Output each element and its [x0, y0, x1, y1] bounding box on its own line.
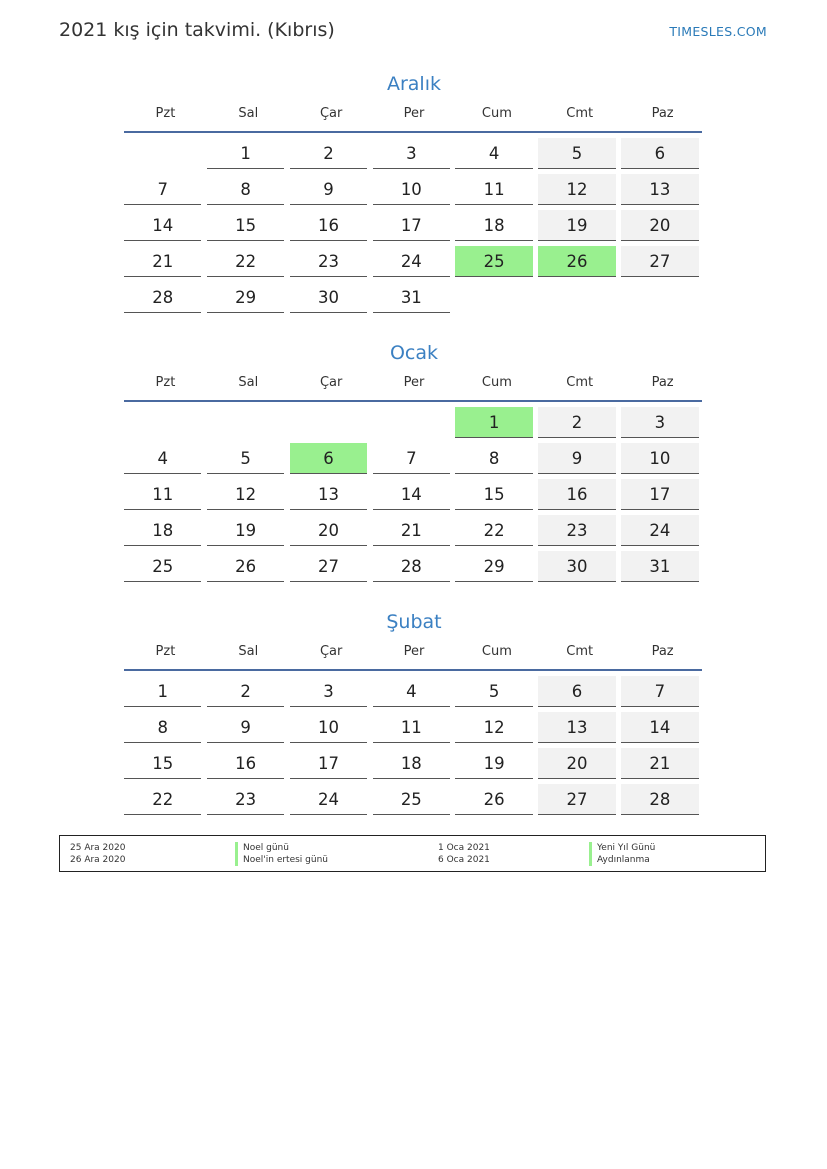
- week-row: [124, 174, 704, 210]
- weekday-label: Pzt: [155, 375, 176, 390]
- day-cell: 4: [373, 676, 450, 707]
- day-cell: 8: [455, 443, 532, 474]
- legend-holiday-name: Aydınlanma: [589, 854, 655, 866]
- day-cell: 22: [207, 246, 284, 277]
- day-cell: 15: [455, 479, 532, 510]
- week-row: [124, 479, 704, 515]
- month-name: Aralık: [386, 73, 441, 95]
- day-cell: 9: [207, 712, 284, 743]
- day-cell: [621, 282, 698, 313]
- day-cell: 10: [290, 712, 367, 743]
- week-row: [124, 282, 704, 318]
- day-cell: 22: [455, 515, 532, 546]
- weekday-label: Çar: [319, 375, 343, 390]
- day-cell: 29: [455, 551, 532, 582]
- day-cell: 10: [621, 443, 698, 474]
- day-cell: 28: [124, 282, 201, 313]
- day-cell: 28: [373, 551, 450, 582]
- week-row: [124, 138, 704, 174]
- day-cell: 8: [207, 174, 284, 205]
- day-cell: [455, 282, 532, 313]
- day-cell: 16: [290, 210, 367, 241]
- day-cell: [124, 138, 201, 169]
- day-cell: 12: [538, 174, 615, 205]
- day-cell: 21: [621, 748, 698, 779]
- legend-date: 26 Ara 2020: [70, 855, 126, 865]
- day-cell: 25: [373, 784, 450, 815]
- day-cell: 6: [621, 138, 698, 169]
- day-cell: 17: [373, 210, 450, 241]
- day-cell: [290, 407, 367, 438]
- week-row: [124, 748, 704, 784]
- day-cell: 1: [455, 407, 532, 438]
- day-cell: 10: [373, 174, 450, 205]
- weekday-label: Per: [403, 644, 425, 659]
- weekday-label: Cmt: [566, 644, 594, 659]
- day-cell: 30: [290, 282, 367, 313]
- legend-holiday-name: Yeni Yıl Günü: [589, 842, 655, 854]
- day-cell: 16: [207, 748, 284, 779]
- weekday-label: Cmt: [566, 375, 594, 390]
- day-cell: 23: [207, 784, 284, 815]
- week-row: [124, 407, 704, 443]
- weekday-label: Cum: [481, 375, 512, 390]
- day-cell: 6: [538, 676, 615, 707]
- legend-date: 25 Ara 2020: [70, 843, 126, 853]
- day-cell: 18: [373, 748, 450, 779]
- header-divider: [124, 669, 702, 671]
- day-cell: 29: [207, 282, 284, 313]
- day-cell: 23: [538, 515, 615, 546]
- day-cell: 20: [290, 515, 367, 546]
- day-cell: 14: [621, 712, 698, 743]
- day-cell: 9: [290, 174, 367, 205]
- day-cell: 7: [124, 174, 201, 205]
- month-name: Ocak: [389, 342, 439, 364]
- day-cell: 7: [373, 443, 450, 474]
- day-cell: 15: [207, 210, 284, 241]
- site-link[interactable]: TIMESLES.COM: [669, 24, 767, 39]
- weekday-label: Sal: [238, 644, 259, 659]
- page-title: 2021 kış için takvimi. (Kıbrıs): [59, 19, 335, 41]
- header-divider: [124, 131, 702, 133]
- week-row: [124, 784, 704, 820]
- day-cell: 21: [373, 515, 450, 546]
- header-divider: [124, 400, 702, 402]
- day-cell: 25: [455, 246, 532, 277]
- day-cell: 7: [621, 676, 698, 707]
- week-row: [124, 443, 704, 479]
- day-cell: 21: [124, 246, 201, 277]
- day-cell: 5: [455, 676, 532, 707]
- weekday-label: Paz: [651, 375, 674, 390]
- day-cell: 17: [621, 479, 698, 510]
- day-cell: 14: [124, 210, 201, 241]
- week-row: [124, 246, 704, 282]
- day-cell: 3: [621, 407, 698, 438]
- day-cell: 31: [373, 282, 450, 313]
- month-calendar: [124, 608, 704, 820]
- day-cell: 1: [207, 138, 284, 169]
- month-calendar: [124, 70, 704, 318]
- weekday-header: [124, 375, 704, 395]
- month-calendar: [124, 339, 704, 587]
- day-cell: 12: [455, 712, 532, 743]
- day-cell: 20: [538, 748, 615, 779]
- weekday-label: Paz: [651, 644, 674, 659]
- weekday-label: Pzt: [155, 644, 176, 659]
- day-cell: 26: [207, 551, 284, 582]
- weekday-label: Cum: [481, 106, 512, 121]
- day-cell: 5: [538, 138, 615, 169]
- day-cell: 2: [207, 676, 284, 707]
- day-cell: 18: [455, 210, 532, 241]
- day-cell: 13: [621, 174, 698, 205]
- day-cell: [373, 407, 450, 438]
- holiday-legend: [59, 835, 766, 872]
- day-cell: [207, 407, 284, 438]
- day-cell: 27: [290, 551, 367, 582]
- day-cell: 11: [124, 479, 201, 510]
- legend-date: 6 Oca 2021: [438, 855, 490, 865]
- day-cell: 22: [124, 784, 201, 815]
- weekday-header: [124, 644, 704, 664]
- day-cell: 15: [124, 748, 201, 779]
- day-cell: 18: [124, 515, 201, 546]
- day-cell: 24: [290, 784, 367, 815]
- week-row: [124, 210, 704, 246]
- day-cell: 19: [455, 748, 532, 779]
- day-cell: 3: [373, 138, 450, 169]
- day-cell: 13: [290, 479, 367, 510]
- day-cell: 14: [373, 479, 450, 510]
- weekday-label: Pzt: [155, 106, 176, 121]
- week-row: [124, 515, 704, 551]
- day-cell: 19: [538, 210, 615, 241]
- weekday-label: Per: [403, 106, 425, 121]
- day-cell: 9: [538, 443, 615, 474]
- day-cell: 26: [455, 784, 532, 815]
- day-cell: 17: [290, 748, 367, 779]
- day-cell: 1: [124, 676, 201, 707]
- weekday-label: Per: [403, 375, 425, 390]
- day-cell: 13: [538, 712, 615, 743]
- day-cell: 24: [621, 515, 698, 546]
- day-cell: 20: [621, 210, 698, 241]
- weekday-label: Sal: [238, 375, 259, 390]
- day-cell: 12: [207, 479, 284, 510]
- day-cell: 25: [124, 551, 201, 582]
- day-cell: 16: [538, 479, 615, 510]
- week-row: [124, 712, 704, 748]
- day-cell: 3: [290, 676, 367, 707]
- day-cell: 11: [455, 174, 532, 205]
- day-cell: 30: [538, 551, 615, 582]
- day-cell: 26: [538, 246, 615, 277]
- weekday-label: Cum: [481, 644, 512, 659]
- day-cell: [538, 282, 615, 313]
- weekday-label: Cmt: [566, 106, 594, 121]
- day-cell: 4: [455, 138, 532, 169]
- day-cell: 11: [373, 712, 450, 743]
- day-cell: 6: [290, 443, 367, 474]
- day-cell: 8: [124, 712, 201, 743]
- day-cell: 27: [621, 246, 698, 277]
- month-name: Şubat: [386, 611, 442, 633]
- day-cell: 23: [290, 246, 367, 277]
- day-cell: 19: [207, 515, 284, 546]
- legend-date: 1 Oca 2021: [438, 843, 490, 853]
- weekday-label: Çar: [319, 644, 343, 659]
- day-cell: 5: [207, 443, 284, 474]
- day-cell: 31: [621, 551, 698, 582]
- day-cell: 2: [290, 138, 367, 169]
- week-row: [124, 676, 704, 712]
- weekday-label: Çar: [319, 106, 343, 121]
- day-cell: 28: [621, 784, 698, 815]
- week-row: [124, 551, 704, 587]
- day-cell: 27: [538, 784, 615, 815]
- weekday-label: Paz: [651, 106, 674, 121]
- day-cell: [124, 407, 201, 438]
- legend-holiday-name: Noel'in ertesi günü: [235, 854, 328, 866]
- day-cell: 4: [124, 443, 201, 474]
- weekday-header: [124, 106, 704, 126]
- weekday-label: Sal: [238, 106, 259, 121]
- day-cell: 2: [538, 407, 615, 438]
- day-cell: 24: [373, 246, 450, 277]
- legend-holiday-name: Noel günü: [235, 842, 328, 854]
